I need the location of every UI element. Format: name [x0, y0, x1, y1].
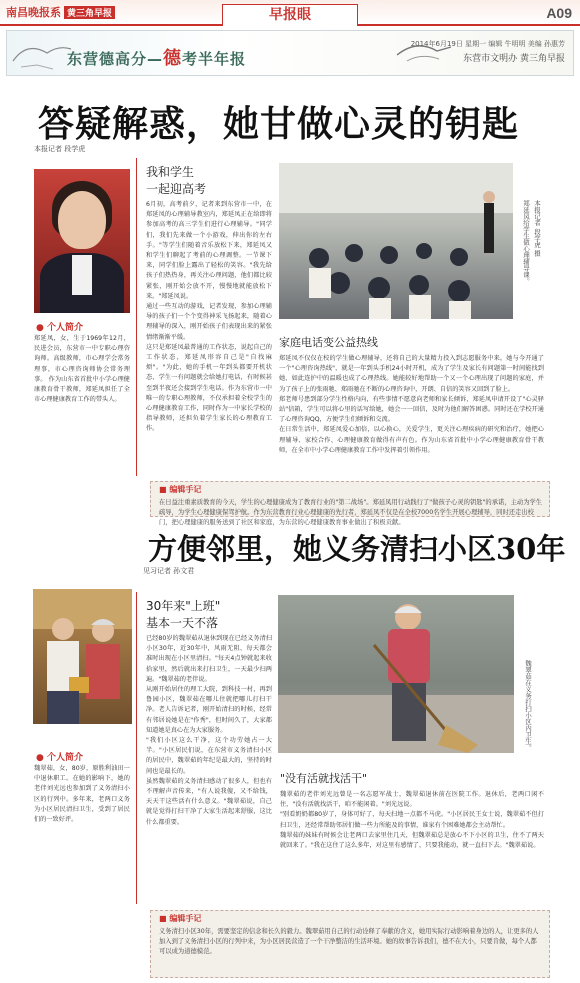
masthead-bar	[0, 0, 580, 26]
slogan-de: 德	[163, 48, 183, 69]
classroom-photo	[279, 163, 513, 319]
date-line: 2014年6月19日 星期一 编辑 牛明明 美编 孙惠芳	[410, 40, 565, 48]
profile2-title: ● 个人简介	[36, 753, 84, 763]
article2-body: 已经80岁的魏翠茹从退休到现在已经义务清扫小区30年，近30年中，风雨无阻、每天都会准时出现在小区里清扫。"每天4点钟就起来收拾家里，然后就出来打扫卫生，一天最少扫两遍。"魏翠茹的老伴说。 从刚开始居住的理工大院，到科技一村，再到鲁园小区，魏翠茹在哪儿住就把哪儿打扫干净。老人告诉记者，刚开始清扫的时候，经常有邻居说她是在"作秀"，但时间久了，大家都知道她是真心在为大家服务。 "我们小区这么干净，这个功劳她占一大半。"小区居民们说，在东营市义务清扫小区的居民中，魏翠茹的年纪是最大的，坚持的时间也是最长的。 虽然魏翠茹的义务清扫感动了很多人，但也有不理解声音传来，"有人说我傻，又不给钱，天天干这些活有什么意义。"魏翠茹说，自己就是觉得打扫干净了大家生活起来舒服，这比什么都重要。	[146, 635, 272, 826]
column-rule-2	[136, 592, 137, 904]
article1-body2: 郑延凤不仅仅在校的学生做心理辅导，还将自己的大量精力投入到志愿服务中来。她与今开通了一个"心理咨询热线"，就是一年到头手机24小时开机，成为了学生及家长有问题第一时间能找到她、如此连护中的温暖也成了心理热线。她能较好地帮助一个又一个心理出现了问题的家庭，并为了孩子上的张雨驰、郑雨驰在不断的心理咨询中，开朗、自信的笑容又回到了脸上。 郑老师号患到部分学生性格内向，有些事情不愿意向老师和家长倾诉，郑延凤申请开设了"心灵驿站"信箱，学生可以将心里的话写给她，她会一一回信，及时为他们解答困惑。同时还在学校开通了心理咨询QQ，方便学生们倾诉和交流。 在日常生活中，郑延凤爱心加倍，以心换心，关爱学生，更关注心理疾病的研究和治疗，她把心理辅导、家校合作、心理健康教育做得有声有色。作为山东省首批中小学心理健康教育骨干教师，在全市中小学心理健康教育工作中发挥着引领作用。	[279, 355, 544, 454]
article2-note	[150, 910, 550, 978]
profile1-title: ● 个人简介	[36, 323, 84, 333]
sweeper-illustration	[278, 595, 514, 753]
sweeping-photo	[278, 595, 514, 753]
profile2-text: 魏翠茹，女，80岁，原胜利油田一中退休职工。在她的影响下，她的老伴刘光远也参加到了义务清扫小区的行列中。多年来，老两口义务为小区居民清扫卫生，受到了居民们的一致好评。	[34, 765, 130, 824]
article2-subhead: 30年来"上班" 基本一天不落	[146, 599, 221, 630]
banner-motto: 东营市文明办 黄三角早报	[463, 54, 565, 64]
article1-headline: 答疑解惑，她甘做心灵的钥匙	[38, 103, 520, 145]
couple-illustration	[33, 589, 132, 724]
article2-body2: 魏翠茹的老伴刘光远曾是一名志愿军战士，魏翠茹退休前在医院工作。退休后，老两口闲不住，"没有活就找活干，咱不能闲着。"刘光远说。 "别看奶奶都80岁了，身体可好了，每天扫地一点都不马虎。"小区居民王女士说，魏翠茹不但打扫卫生，还经常帮助邻居们做一些力所能及的事情，谁家有个困难她都会主动帮忙。 魏翠茹的妹妹有时候会让老两口去家里住几天，但魏翠茹总是放心不下小区的卫生，住不了两天就回来了。"我在这住了这么多年，对这里有感情了，只要我能动，就一直扫下去。"魏翠茹说。	[280, 791, 544, 850]
article2-headline: 方便邻里，她义务清扫小区30年	[148, 532, 566, 566]
article2-caption2: "没有活就找活干"	[280, 772, 368, 785]
banner	[6, 30, 574, 76]
article1-body: 6月初，高考前夕，记者来到东营市一中，在郑延凤的心理辅导教室内，郑延凤正在给即将参加高考的高三学生们进行心理辅导。"同学们，我们先来做一个小游戏，伸出你的左右手。"等学生们随着音乐放松下来，郑延凤又和学生们聊起了考前的心理调整。一节课下来，同学们脸上露出了轻松的笑容。"我先给孩子们热热身，再关注心理问题，他们都比较紧张，刚开始会放不开，慢慢地就能放松下来。"郑延凤说。 通过一些互动的游戏，记者发现，参加心理辅导的孩子们一个个变得神采飞扬起来，随着心理辅导的深入，刚开始孩子们表现出来的紧张情绪渐渐平缓。 这只是郑延凤最普通的工作状态，说起自己的工作状态，郑延凤形容自己是"自找麻烦"。"为此，她的手机一年到头都要开机状态，学生一有问题就会给她打电话，有时候甚至到半夜还会接到学生电话。作为东营市一中唯一的专职心理教师，不仅承担着全校学生的心理健康教育工作，同时作为一中家长学校的指导教师，还担负着学生家长的心理教育工作。	[146, 201, 272, 433]
sweeping-caption: 魏翠茹在义务打扫小区内卫生。	[524, 660, 532, 751]
slogan-right: 考半年报	[182, 50, 247, 68]
note1-text: 在日益注重素质教育的今天，学生的心理健康成为了教育行业的"第二战场"。郑延凤用行动践行了"做孩子心灵的钥匙"的承诺，主动为学生疏导，为学生心理健康保驾护航。作为东营教育行业心理健康的先行者，郑延凤不仅是在全校7000名学生开展心理辅导，同时还走出校门，把心理健康的服务送到了社区和家庭，为东营的心理健康教育事业做出了积极贡献。	[159, 499, 543, 526]
article1-subhead: 我和学生 一起迎高考	[146, 165, 207, 196]
couple-photo	[33, 589, 132, 724]
article1-note	[150, 481, 550, 526]
column-rule-1	[136, 158, 137, 476]
article2-byline: 见习记者 孙文君	[143, 567, 195, 575]
slogan-left: 东营德高分	[67, 50, 148, 68]
paper-tag: 黄三角早报	[64, 6, 115, 19]
series-label: 系	[50, 6, 61, 19]
banner-info	[411, 37, 565, 67]
profile1-text: 郑延凤，女，生于1969年12月，民进会员，东营市一中专职心理咨询师。高级教师，市心理学会常务理事，市心理咨询师协会常务理事。 作为山东省首批中小学心理健康教育骨干教师，郑延凤担任了全市心理健康教育工作的带头人。	[34, 335, 130, 404]
section-title: 早报眼	[222, 4, 358, 26]
banner-slogan: 东营德高分—德考半年报	[67, 48, 247, 69]
note1-tag: ■ 编辑手记	[159, 485, 202, 494]
article1-caption2: 家庭电话变公益热线	[279, 336, 378, 349]
students-illustration	[279, 163, 513, 319]
note2-tag: ■ 编辑手记	[159, 914, 202, 923]
page-code: A09	[546, 5, 572, 21]
article1-byline: 本报记者 段学虎	[34, 145, 86, 153]
portrait-photo-zheng	[34, 169, 130, 313]
paper-logo	[6, 4, 115, 20]
note2-text: 义务清扫小区30年，需要坚定的信念和长久的毅力。魏翠茹用自己的行动诠释了奉献的含义，她用实际行动影响着身边的人，让更多的人加入到了义务清扫小区的行列中来，为小区居民营造了一个干净整洁的生活环境。她的故事告诉我们，德不在大小，只要肯做，每个人都可以成为道德模范。	[159, 928, 539, 955]
classroom-caption: 本报记者 段学虎 摄 郑延凤给学生做心理辅导课。	[522, 200, 541, 285]
paper-name: 南昌晚报	[6, 6, 50, 19]
